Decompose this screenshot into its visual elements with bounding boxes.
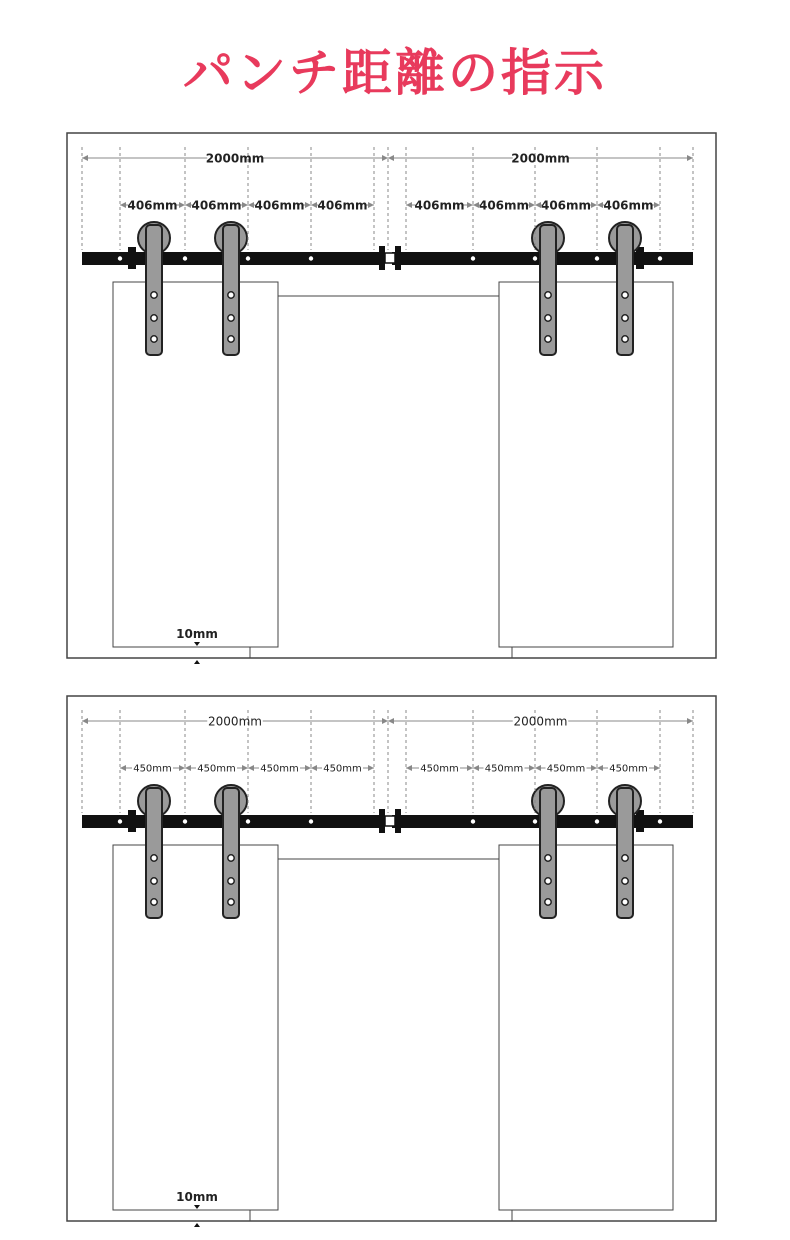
offset-label: 10mm xyxy=(176,627,218,641)
strap-bolt xyxy=(545,855,551,861)
rail-hole xyxy=(533,256,537,260)
dimension-label: 2000mm xyxy=(205,151,265,166)
arrow-head xyxy=(467,765,473,771)
strap-bolt xyxy=(545,878,551,884)
strap-bolt xyxy=(228,315,234,321)
rail-joint xyxy=(385,816,395,826)
dimension-label: 406mm xyxy=(254,198,305,213)
offset-arrow-up xyxy=(194,1223,200,1227)
strap-bolt xyxy=(151,878,157,884)
dimension-label: 450mm xyxy=(484,763,524,775)
arrow-head xyxy=(248,765,254,771)
dimension-label: 450mm xyxy=(197,763,236,775)
arrow-head xyxy=(305,202,311,208)
arrow-head xyxy=(179,765,185,771)
strap-bolt xyxy=(151,899,157,905)
dimension-label: 450mm xyxy=(546,763,586,775)
arrow-head xyxy=(120,765,126,771)
rail-joint xyxy=(385,253,395,263)
rail-hole xyxy=(309,819,313,823)
arrow-head xyxy=(185,765,191,771)
offset-arrow-up xyxy=(194,660,200,664)
arrow-head xyxy=(382,155,388,161)
dimension-label: 2000mm xyxy=(513,714,568,729)
arrow-head xyxy=(529,202,535,208)
arrow-head xyxy=(597,765,603,771)
dimension-2000-left xyxy=(82,151,388,165)
arrow-head xyxy=(368,765,374,771)
dimension-spacing xyxy=(597,764,660,775)
strap-bolt xyxy=(545,336,551,342)
page-title: パンチ距離の指示 xyxy=(183,44,607,102)
dimension-spacing xyxy=(185,198,248,212)
arrow-head xyxy=(535,765,541,771)
dimension-2000-right xyxy=(388,714,693,728)
rail-hole xyxy=(246,256,250,260)
strap-bolt xyxy=(545,899,551,905)
rail-hole xyxy=(595,256,599,260)
arrow-head xyxy=(388,718,394,724)
dimension-2000-right xyxy=(388,151,693,165)
dimension-label: 406mm xyxy=(317,198,368,213)
dimension-label: 2000mm xyxy=(511,151,570,166)
arrow-head xyxy=(179,202,185,208)
arrow-head xyxy=(242,202,248,208)
arrow-head xyxy=(388,155,394,161)
rail-joint xyxy=(395,246,401,270)
arrow-head xyxy=(597,202,603,208)
rail-hole xyxy=(595,819,599,823)
dimension-label: 406mm xyxy=(540,198,592,213)
dimension-spacing xyxy=(406,764,473,775)
arrow-head xyxy=(467,202,473,208)
rail-joint xyxy=(379,809,385,833)
strap-bolt xyxy=(622,292,628,298)
arrow-head xyxy=(529,765,535,771)
strap-bolt xyxy=(151,336,157,342)
right-door xyxy=(499,282,673,647)
rail-hole xyxy=(658,819,662,823)
arrow-head xyxy=(311,765,317,771)
arrow-head xyxy=(654,765,660,771)
rail-hole xyxy=(183,256,187,260)
arrow-head xyxy=(382,718,388,724)
dimension-2000-left xyxy=(82,714,388,728)
dimension-spacing xyxy=(406,198,473,212)
rail-hole xyxy=(471,819,475,823)
arrow-head xyxy=(591,765,597,771)
arrow-head xyxy=(242,765,248,771)
dimension-label: 450mm xyxy=(609,763,648,775)
barn-door-diagram-406 xyxy=(0,125,790,665)
arrow-head xyxy=(248,202,254,208)
arrow-head xyxy=(311,202,317,208)
strap-bolt xyxy=(545,292,551,298)
right-door xyxy=(499,845,673,1210)
wall-opening xyxy=(250,859,512,1221)
arrow-head xyxy=(687,155,693,161)
arrow-head xyxy=(406,765,412,771)
stopper-right xyxy=(636,247,644,269)
rail-hole xyxy=(658,256,662,260)
strap-bolt xyxy=(228,878,234,884)
dimension-label: 450mm xyxy=(420,763,459,775)
strap-bolt xyxy=(228,292,234,298)
rail-hole xyxy=(183,819,187,823)
strap-bolt xyxy=(622,855,628,861)
dimension-spacing xyxy=(185,764,248,775)
rail-hole xyxy=(471,256,475,260)
arrow-head xyxy=(687,718,693,724)
arrow-head xyxy=(473,765,479,771)
diagram-canvas xyxy=(0,125,790,665)
arrow-head xyxy=(82,155,88,161)
dimension-spacing xyxy=(473,198,535,212)
dimension-label: 2000mm xyxy=(208,714,262,729)
dimension-label: 406mm xyxy=(478,198,530,213)
arrow-head xyxy=(591,202,597,208)
strap-bolt xyxy=(228,336,234,342)
dimension-label: 406mm xyxy=(127,198,178,213)
strap-bolt xyxy=(228,899,234,905)
strap-bolt xyxy=(622,899,628,905)
arrow-head xyxy=(82,718,88,724)
stopper-left xyxy=(128,247,136,269)
strap-bolt xyxy=(622,336,628,342)
dimension-spacing xyxy=(311,764,374,775)
dimension-spacing xyxy=(120,764,185,775)
dimension-spacing xyxy=(473,764,535,775)
dimension-label: 450mm xyxy=(260,763,299,775)
left-door xyxy=(113,282,278,647)
rail-joint xyxy=(379,246,385,270)
stopper-right xyxy=(636,810,644,832)
dimension-spacing xyxy=(311,198,374,212)
arrow-head xyxy=(120,202,126,208)
rail-hole xyxy=(118,819,122,823)
arrow-head xyxy=(406,202,412,208)
strap-bolt xyxy=(151,855,157,861)
offset-label: 10mm xyxy=(176,1190,218,1204)
strap-bolt xyxy=(622,878,628,884)
rail-joint xyxy=(395,809,401,833)
rail-hole xyxy=(246,819,250,823)
arrow-head xyxy=(185,202,191,208)
arrow-head xyxy=(368,202,374,208)
strap-bolt xyxy=(228,855,234,861)
diagram-canvas xyxy=(0,688,790,1228)
wall-opening xyxy=(250,296,512,658)
dimension-label: 406mm xyxy=(414,198,465,213)
strap-bolt xyxy=(151,315,157,321)
dimension-label: 450mm xyxy=(133,763,172,775)
strap-bolt xyxy=(622,315,628,321)
dimension-label: 406mm xyxy=(191,198,242,213)
strap-bolt xyxy=(151,292,157,298)
rail-hole xyxy=(118,256,122,260)
arrow-head xyxy=(305,765,311,771)
dimension-spacing xyxy=(535,764,597,775)
dimension-spacing xyxy=(535,198,597,212)
dimension-label: 450mm xyxy=(323,763,362,775)
left-door xyxy=(113,845,278,1210)
arrow-head xyxy=(654,202,660,208)
stopper-left xyxy=(128,810,136,832)
dimension-label: 406mm xyxy=(603,198,654,213)
dimension-spacing xyxy=(248,198,311,212)
barn-door-diagram-450 xyxy=(0,688,790,1228)
dimension-spacing xyxy=(597,198,660,212)
dimension-spacing xyxy=(248,764,311,775)
dimension-spacing xyxy=(120,198,185,212)
rail-hole xyxy=(309,256,313,260)
strap-bolt xyxy=(545,315,551,321)
rail-hole xyxy=(533,819,537,823)
